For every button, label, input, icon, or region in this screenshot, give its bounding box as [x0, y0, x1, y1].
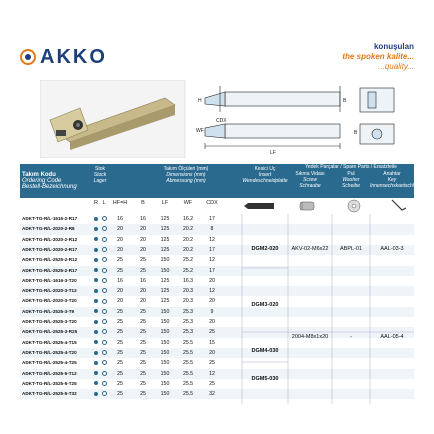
row-b: 25: [140, 349, 146, 356]
header-stock-de: Lager: [93, 178, 107, 184]
column-header-row: [92, 200, 242, 210]
row-b: 20: [140, 236, 146, 243]
header-insert-en: Insert: [258, 172, 272, 178]
row-lf: 150: [160, 349, 170, 356]
row-hf: 25: [117, 391, 123, 398]
col-r: R: [94, 200, 98, 206]
row-cdx: 17: [209, 216, 215, 222]
row-lf: 150: [160, 360, 170, 367]
group-4-insert: DGM5-030: [251, 376, 279, 382]
header-ordering-code-de: Bestell-Bezeichnung: [22, 184, 77, 190]
header-insert-tr: Kesici Uç: [254, 166, 276, 172]
row-cdx: 12: [209, 236, 215, 243]
row-lf: 125: [160, 277, 170, 284]
row-code: ADKT-TG-R/L-2525-5-T25: [22, 380, 77, 386]
row-code: ADKT-TG-R/L-2525-2-R12: [22, 257, 78, 263]
row-cdx: 12: [209, 288, 215, 295]
row-hf: 16: [117, 277, 123, 284]
row-cdx: 12: [209, 370, 215, 377]
row-hf: 16: [117, 216, 123, 222]
row-code: ADKT-TG-R/L-2525-2-R17: [22, 267, 78, 273]
group-2-insert: DGM3-020: [251, 302, 279, 308]
row-code: ADKT-TG-R/L-2020-2-R17: [22, 246, 78, 252]
row-lf: 150: [160, 267, 170, 274]
row-wf: 25.5: [182, 391, 194, 398]
row-wf: 25.3: [182, 319, 194, 325]
screw-icon: [300, 202, 314, 210]
hex-key-icon: [392, 200, 406, 210]
header-washer-de: Scheibe: [341, 183, 361, 189]
row-wf: 25.3: [182, 329, 194, 336]
washer-icon: [348, 200, 360, 212]
header-ordering-code-en: Ordering Code: [22, 178, 62, 184]
row-wf: 20.2: [182, 246, 194, 253]
row-lf: 150: [160, 391, 170, 398]
group-1-key: AAL-03-3: [380, 246, 404, 252]
row-hf: 20: [117, 298, 123, 305]
dim-label-cdx: CDX: [216, 118, 227, 124]
row-code: ADKT-TG-R/L-2525-4-T20: [22, 349, 77, 355]
product-illustration: [40, 80, 400, 158]
dim-label-b2: B: [354, 130, 358, 136]
row-lf: 150: [160, 380, 170, 387]
row-hf: 25: [117, 257, 123, 264]
header-dims-en: Dimensions (mm): [166, 172, 206, 178]
slogan-line-2: the spoken kalite...: [342, 52, 414, 61]
row-code: ADKT-TG-R/L-2525-3-T9: [22, 308, 75, 314]
row-code: ADKT-TG-R/L-2525-4-T25: [22, 360, 77, 366]
row-code: ADKT-TG-R/L-2525-3-R25: [22, 329, 78, 335]
row-lf: 125: [160, 246, 170, 253]
row-wf: 25.5: [182, 360, 194, 367]
group-1-screw: AKV-02-M6x22: [291, 246, 329, 252]
row-wf: 25.2: [182, 257, 194, 264]
row-b: 16: [140, 216, 146, 222]
row-lf: 150: [160, 257, 170, 264]
row-b: 25: [140, 267, 146, 274]
row-b: 20: [140, 246, 146, 253]
row-hf: 25: [117, 360, 123, 367]
row-lf: 150: [160, 308, 170, 315]
header-ordering-code: [22, 172, 92, 190]
row-wf: 16.3: [182, 277, 194, 284]
dim-label-h: H: [198, 98, 202, 104]
row-b: 25: [140, 308, 146, 315]
header-stock-en: Stock: [93, 172, 107, 178]
row-lf: 125: [160, 288, 170, 295]
header-spare-parts: Yedek Parçalar / Spare Parts / Ersatzteile: [305, 164, 397, 170]
row-hf: 20: [117, 246, 123, 253]
row-code: ADKT-TG-R/L-2525-3-T20: [22, 319, 77, 324]
row-hf: 25: [117, 308, 123, 315]
row-hf: 25: [117, 380, 123, 387]
header-insert: [242, 166, 288, 184]
row-cdx: 20: [209, 319, 215, 325]
row-code: ADKT-TG-R/L-2525-4-T15: [22, 339, 77, 345]
row-lf: 125: [160, 216, 170, 222]
row-cdx: 32: [209, 391, 215, 398]
header-key-de: Innensechskantschlüssel: [370, 183, 426, 189]
row-lf: 150: [160, 329, 170, 336]
col-l: L: [102, 200, 106, 206]
row-wf: 20.3: [182, 288, 194, 295]
col-hf: HF=H: [112, 200, 128, 206]
col-lf: LF: [161, 200, 169, 206]
row-code: ADKT-TG-R/L-1616-3-T20: [22, 277, 77, 283]
row-b: 25: [140, 391, 146, 398]
row-cdx: 9: [210, 308, 214, 315]
row-code: ADKT-TG-R/L-2525-5-T12: [22, 370, 77, 376]
row-lf: 125: [160, 226, 170, 233]
row-wf: 20.2: [182, 226, 194, 233]
row-hf: 25: [117, 339, 123, 346]
row-cdx: 15: [209, 339, 215, 346]
row-wf: 25.2: [182, 267, 194, 274]
row-wf: 25.5: [182, 349, 194, 356]
row-b: 20: [140, 298, 146, 305]
row-code: ADKT-TG-R/L-1616-2-R17: [22, 216, 78, 221]
header-washer-en: Washer: [342, 177, 360, 183]
insert-icon: [244, 203, 274, 209]
row-hf: 25: [117, 349, 123, 356]
row-hf: 20: [117, 288, 123, 295]
row-cdx: 20: [209, 298, 215, 305]
row-hf: 20: [117, 226, 123, 233]
header-screw: [290, 171, 330, 189]
dim-label-wf: WF: [196, 128, 204, 134]
row-cdx: 12: [209, 257, 215, 264]
group-1-washer: ABPL-01: [339, 246, 362, 252]
brand-name: AKKO: [40, 45, 107, 68]
dim-label-lf: LF: [270, 150, 276, 156]
group-3-key: AAL-05-4: [380, 334, 404, 340]
header-screw-tr: Sıkma Vidası: [295, 171, 325, 177]
row-b: 20: [140, 226, 146, 233]
row-b: 25: [140, 329, 146, 336]
header-washer: [332, 171, 370, 189]
group-3-washer: -: [350, 334, 352, 340]
header-insert-de: Wendeschneidplatte: [242, 178, 288, 184]
row-code: ADKT-TG-R/L-2020-3-T20: [22, 298, 77, 304]
row-b: 25: [140, 257, 146, 264]
header-stock: [92, 166, 108, 184]
row-cdx: 17: [209, 267, 215, 274]
row-wf: 20.3: [182, 298, 194, 305]
row-lf: 150: [160, 339, 170, 346]
slogan-line-3: ...quality...: [378, 62, 414, 71]
row-b: 25: [140, 380, 146, 387]
row-wf: 25.5: [182, 339, 194, 346]
group-3-insert: DGM4-030: [251, 348, 279, 354]
row-hf: 25: [117, 267, 123, 274]
header-washer-tr: Pul: [347, 171, 355, 177]
row-lf: 125: [160, 298, 170, 305]
header-stock-tr: Stok: [94, 166, 105, 172]
header-key-en: Key: [387, 177, 397, 183]
row-cdx: 25: [209, 380, 215, 387]
logo-mark-icon: [20, 49, 36, 65]
row-b: 16: [140, 277, 146, 284]
brand-logo: [20, 46, 107, 68]
row-wf: 25.5: [182, 380, 194, 387]
row-code: ADKT-TG-R/L-2020-2-R12: [22, 236, 78, 242]
row-b: 25: [140, 339, 146, 346]
row-cdx: 25: [209, 329, 215, 336]
row-b: 25: [140, 370, 146, 377]
group-1-insert: DGM2-020: [251, 246, 279, 252]
header-dims-tr: Takım Ölçüleri (mm): [163, 166, 209, 172]
header-screw-en: Screw: [303, 177, 317, 183]
spare-parts-icons: [242, 198, 414, 214]
row-lf: 150: [160, 370, 170, 377]
header-key-tr: Anahtar: [383, 171, 401, 177]
col-b: B: [141, 200, 145, 206]
row-b: 25: [140, 360, 146, 367]
row-hf: 20: [117, 236, 123, 243]
row-code: ADKT-TG-R/L-2020-3-T12: [22, 288, 77, 294]
col-wf: WF: [183, 200, 193, 206]
row-wf: 25.5: [182, 370, 194, 377]
header-ordering-code-tr: Takım Kodu: [22, 172, 56, 178]
row-b: 25: [140, 319, 146, 325]
row-cdx: 8: [210, 226, 214, 233]
row-hf: 25: [117, 370, 123, 377]
row-cdx: 20: [209, 349, 215, 356]
header-screw-de: Schraube: [299, 183, 321, 189]
table-grid: [20, 214, 414, 404]
header-key: [370, 171, 426, 189]
row-cdx: 17: [209, 246, 215, 253]
row-hf: 25: [117, 329, 123, 336]
header-dims-de: Abmessung (mm): [166, 178, 206, 184]
row-wf: 20.2: [182, 236, 194, 243]
group-3-screw: 2004-M8x1x20: [291, 334, 329, 340]
row-wf: 25.3: [182, 308, 194, 315]
row-wf: 16.2: [182, 216, 194, 222]
row-code: ADKT-TG-R/L-2020-2-R8: [22, 226, 75, 232]
slogan-line-1: konuşulan: [373, 42, 414, 51]
col-cdx: CDX: [206, 200, 218, 206]
dim-label-b: B: [343, 98, 347, 104]
product-table: [20, 164, 426, 404]
row-cdx: 25: [209, 360, 215, 367]
row-lf: 150: [160, 319, 170, 325]
technical-drawing: [205, 86, 394, 149]
row-hf: 25: [117, 319, 123, 325]
header-dimensions: [130, 166, 242, 184]
slogan: [342, 42, 414, 72]
row-code: ADKT-TG-R/L-2525-5-T32: [22, 391, 77, 397]
row-lf: 125: [160, 236, 170, 243]
row-b: 20: [140, 288, 146, 295]
row-cdx: 20: [209, 277, 215, 284]
